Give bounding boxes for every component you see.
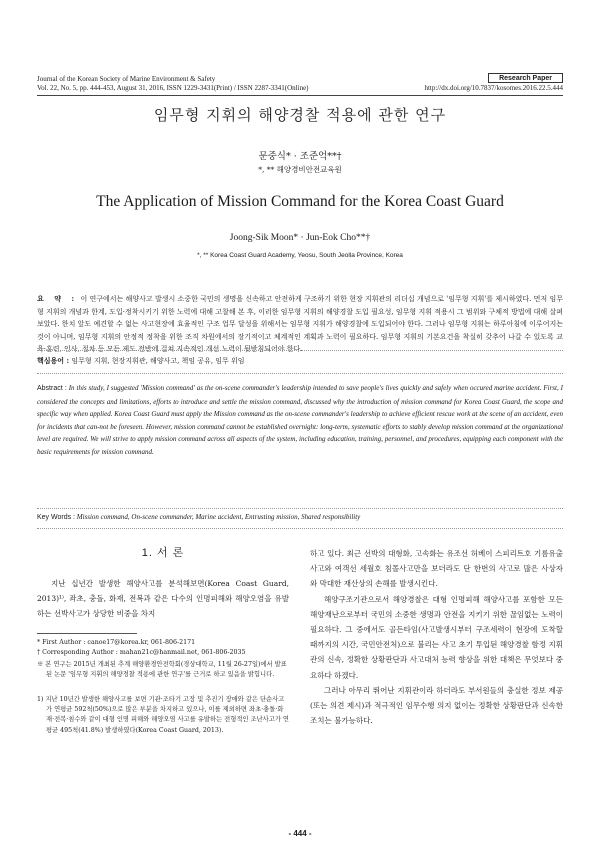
title-korean: 임무형 지휘의 해양경찰 적용에 관한 연구 [153,106,447,124]
keywords-korean [37,356,563,366]
affiliation-english: *, ** Korea Coast Guard Academy, Yeosu, South Jeolla Province, Korea [197,252,403,259]
keywords-english [37,513,563,521]
left-column-paragraph: 지난 십년간 발생한 해양사고를 분석해보면(Korea Coast Guard, 2013)¹⁾, 좌초, 충돌, 화재, 전복과 같은 다수의 인명피해와 해양오염을 유발하는 선박사고가 상당한 비중을 차지 [37,579,289,619]
doi-link[interactable]: http://dx.doi.org/10.7837/kosomes.2016.22.5.444 [424,84,563,92]
abstract-english-label: Abstract : [37,385,67,392]
journal-name: Journal of the Korean Society of Marine Environment & Safety [37,75,216,83]
keywords-english-text: Mission command, On-scene commander, Marine accident, Entrusting mission, Shared responsibility [76,513,361,521]
section-heading-introduction: 1. 서 론 [141,547,185,559]
footnote-rule [37,633,137,634]
authors-korean: 문중식* · 조준억**† [258,151,342,162]
right-paragraph-2: 해양구조기관으로서 해양경찰은 대형 인명피해 해양사고를 포함한 모든 해양재난으로부터 국민의 소중한 생명과 안전을 지키기 위한 끊임없는 노력이 필요하다. 그 중에서도 골든타임(사고발생시부터 구조세력이 현장에 도착할 때까지의 시간, 국민안전처)으로 불리는 사고 초기 투입된 해양경찰 함정 지휘관의 신속, 정확한 상황판단과 사고대처 능력 향상을 위한 대책은 무엇보다 중요하다 하겠다. [310,594,563,680]
authors-english: Joong-Sik Moon* · Jun-Eok Cho**† [229,233,371,243]
abstract-korean [37,293,563,356]
abstract-korean-label: 요 약 : [37,294,79,303]
keywords-english-label: Key Words : [37,514,75,521]
divider [37,508,563,509]
abstract-korean-text: 이 연구에서는 해양사고 발생시 소중한 국민의 생명을 신속하고 안전하게 구조하기 위한 현장 지휘관의 리더십 개념으로 '임무형 지휘'를 제시하였다. 먼저 임무형 지휘의 개념과 한계, 도입·정착시키기 위한 노력에 대해 고찰해 본 후, 이러한 임무형 지휘의 해양경찰 도입 필요성, 임무형 지휘 적용시 그 범위와 구체적 방법에 대해 살펴보았다. 한치 앞도 예견할 수 없는 사고현장에 효율적인 구조 업무 달성을 위해서는 임무형 지휘가 해양경찰에 도입되어야 한다. 그러나 임무형 지휘는 하루아침에 이루어지는 것이 아니며, 임무형 지휘의 안정적 정착을 위한 조직 차원에서의 장기적이고 체계적인 계획과 노력이 필요하다. 임무형 지휘의 기본요건을 착실히 갖추어 나갈 수 있도록 교육·훈련, 인사, 절차 등 모든 제도 전반에 걸쳐 지속적인 개선 노력이 뒷받침되어야 한다. [37,295,564,353]
keywords-korean-text: 임무형 지휘, 현장지휘관, 해양사고, 책임 공유, 임무 위임 [71,357,245,365]
footnote-first-author: * First Author : canoe17@korea.kr, 061-806-2171 [37,639,196,646]
divider [37,528,563,529]
research-paper-badge: Research Paper [488,73,563,83]
affiliation-korean: *, ** 해양경비안전교육원 [258,165,342,174]
journal-volume-line: Vol. 22, No. 5, pp. 444-453, August 31, 2016, ISSN 1229-3431(Print) / ISSN 2287-3341(Online) [37,84,309,92]
divider [37,350,563,351]
footnote-1: 1) 지난 10년간 발생한 해양사고를 보면 기관·조타기 고장 및 추진기 장애와 같은 단순사고가 연평균 592척(50%)으로 많은 부분을 차지하고 있으나, 이를 제외하면 좌초·충돌·화재·전복·침수와 같이 대형 인명 피해와 해양오염 사고를 유발하는 전형적인 조난사고가 연평균 495척(41.8%) 발생하였다(Korea Coast Guard, 2013). [37,696,289,734]
keywords-korean-label: 핵심용어 : [37,356,70,365]
right-paragraph-3: 그러나 아무리 뛰어난 지휘관이라 하더라도 부서원들의 충실한 정보 제공(또는 의견 제시)과 적극적인 임무수행 의지 없이는 정확한 상황판단과 신속한 조치는 불가능하다. [310,685,563,726]
divider [37,373,563,374]
right-column [310,546,563,728]
abstract-english [37,382,563,458]
page-number: - 444 - [288,829,312,838]
header-rule [37,95,563,96]
footnote-corresponding-author: † Corresponding Author : mahan21c@hanmail.net, 061-806-2035 [37,649,246,656]
right-paragraph-1: 하고 있다. 최근 선박의 대형화, 고속화는 유조선 허베이 스피리트호 기름유출 사고와 여객선 세월호 침몰사고만을 보더라도 단 한번의 사고로 많은 사상자와 막대한 재산상의 손해를 발생시킨다. [310,549,563,589]
footnote-conference-note: ※ 본 연구는 2015년 개최된 추계 해양환경안전학회(경상대학교, 11월 26-27일)에서 발표된 논문 '임무형 지휘의 해양경찰 적용에 관한 연구'를 근거로 하고 있음을 밝힙니다. [37,661,287,679]
title-english: The Application of Mission Command for the Korea Coast Guard [96,193,504,210]
abstract-english-text: In this study, I suggested 'Mission command' as the on-scene commander's leadership intended to save people's lives quickly and safely when occured marine accident. First, I considered the concepts and limitations, efforts to introduce and settle the mission command, discussed why the introduction of mission command for Korea Coast Guard, the scope and specific way when applied. Korea Coast Guard must apply the Mission command as the on-scene commander's leadership to achieve efficient rescue work at the scene of an accident, even for incidents that can-not be foreseen. However, mission command cannot be established overnight: long-term, systematic efforts to stably develop mission command at the organizational level are required. We will strive to apply mission command across all aspects of the system, including education, training, personnel, and procedures, equipping each component with the basic requirements for mission command. [37,384,563,456]
